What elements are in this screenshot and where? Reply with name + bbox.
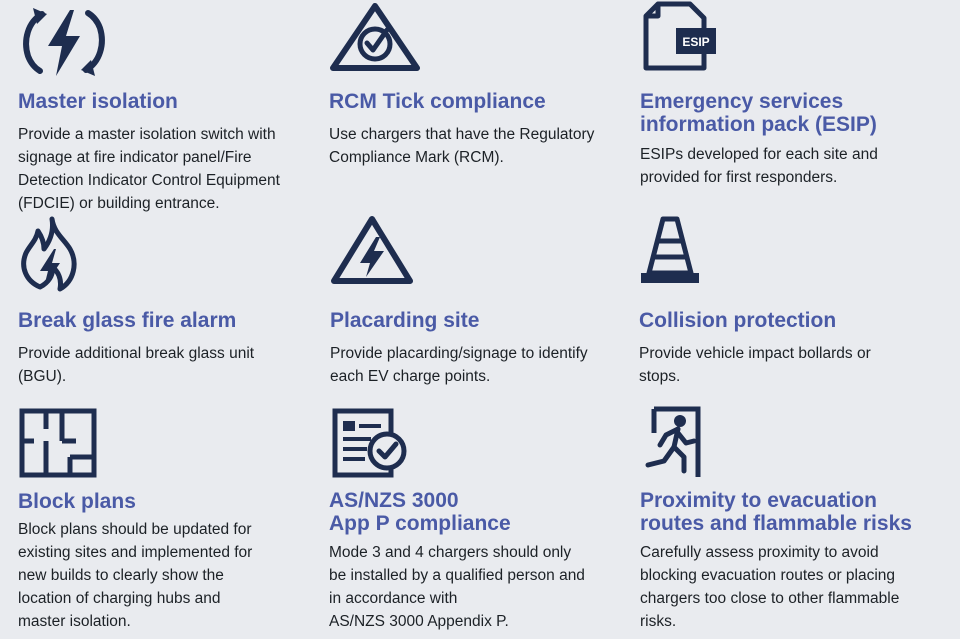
traffic-cone-icon [639,215,703,287]
card-title: Placarding site [330,309,480,332]
card-collision [639,215,954,405]
card-placarding [330,215,645,405]
card-description: Provide placarding/signage to identify each EV charge points. [330,345,588,385]
card-block-plans [18,405,333,639]
card-title: RCM Tick compliance [329,90,546,113]
card-rcm-tick [329,0,644,215]
flame-bolt-icon [18,215,82,295]
card-esip [640,0,955,215]
card-title: Master isolation [18,90,178,113]
card-description: Use chargers that have the Regulatory Compliance Mark (RCM). [329,126,595,166]
card-title: Collision protection [639,309,837,332]
card-break-glass [18,215,333,405]
card-description: Block plans should be updated for existing sites and implemented for new builds to clearly show the location of charging hubs and master isolation. [18,521,253,630]
esip-icon-label: ESIP [682,35,710,49]
card-asnzs-compliance [329,405,644,639]
card-master-isolation [18,0,333,215]
card-title: Emergency services information pack (ESIP) [640,90,877,136]
card-title: Block plans [18,490,136,513]
rcm-tick-icon [329,2,421,74]
card-title: AS/NZS 3000 App P compliance [329,489,511,535]
card-description: Mode 3 and 4 chargers should only be installed by a qualified person and in accordance with AS/NZS 3000 Appendix P. [329,544,585,630]
card-description: Provide a master isolation switch with signage at fire indicator panel/Fire Detection Indicator Control Equipment (FDCIE) or building entrance. [18,126,280,212]
emergency-exit-icon [642,405,706,479]
power-cycle-bolt-icon [20,6,108,78]
checklist-badge-icon [331,407,411,479]
card-description: Provide additional break glass unit (BGU). [18,345,255,385]
card-title: Break glass fire alarm [18,309,237,332]
card-evacuation-routes [640,405,955,639]
card-description: Provide vehicle impact bollards or stops. [639,345,871,385]
card-description: Carefully assess proximity to avoid blocking evacuation routes or placing chargers too close to other flammable risks. [640,544,900,630]
esip-document-icon [640,0,720,72]
warning-bolt-icon [330,215,414,287]
card-title: Proximity to evacuation routes and flammable risks [640,489,912,535]
card-description: ESIPs developed for each site and provided for first responders. [640,146,878,186]
floor-plan-icon [18,407,98,479]
